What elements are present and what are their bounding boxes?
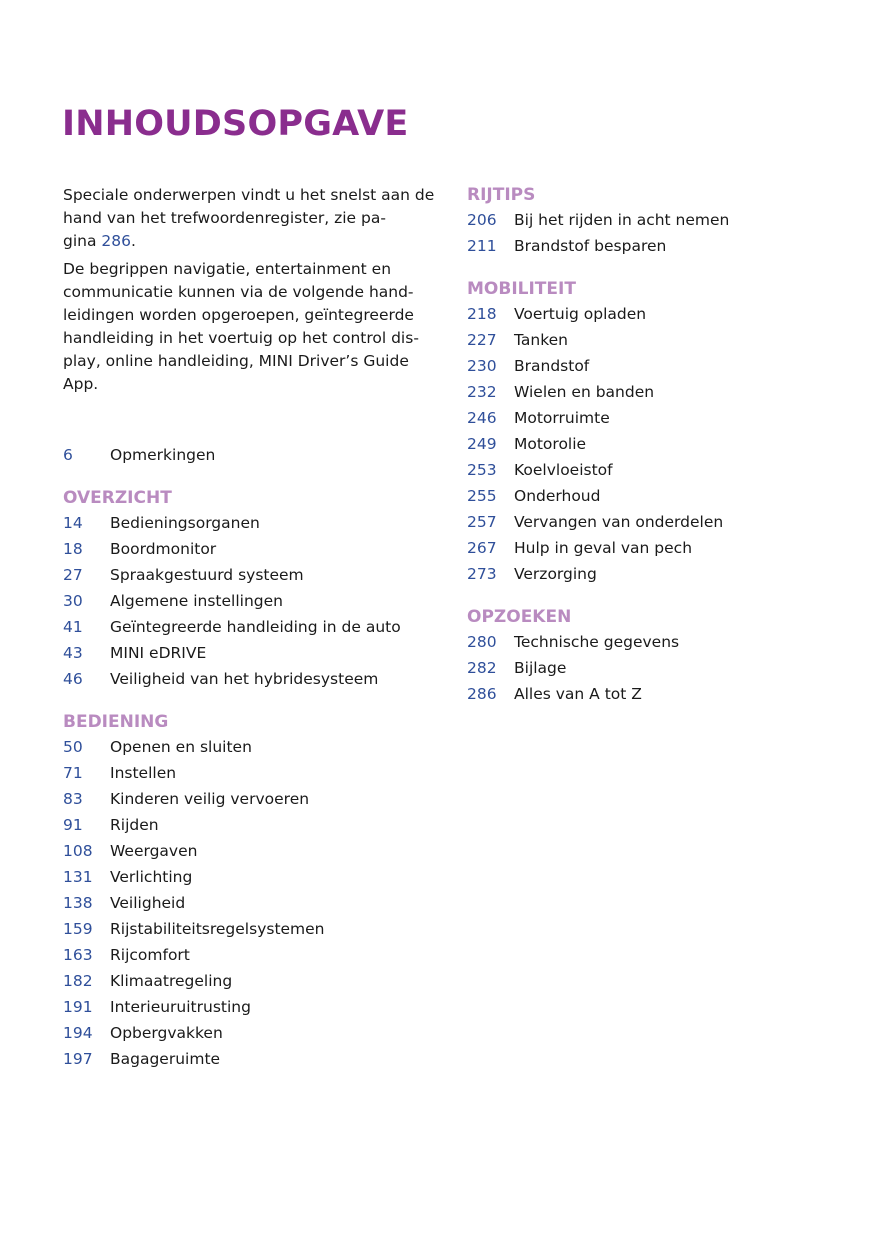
entry-label[interactable]: Voertuig opladen	[514, 305, 647, 323]
toc-entry[interactable]	[467, 301, 847, 327]
entry-label[interactable]: Technische gegevens	[514, 633, 680, 651]
entry-label[interactable]: Kinderen veilig vervoeren	[110, 790, 310, 808]
toc-entry[interactable]	[467, 655, 847, 681]
page-number[interactable]: 43	[63, 644, 83, 662]
toc-entry[interactable]	[63, 916, 443, 942]
page-number[interactable]: 257	[467, 513, 497, 531]
page-number[interactable]: 211	[467, 237, 497, 255]
entry-label[interactable]: Bagageruimte	[110, 1050, 221, 1068]
toc-right-column	[467, 184, 847, 726]
intro-line: hand van het trefwoordenregister, zie pa-	[63, 209, 386, 227]
intro-line: communicatie kunnen via de volgende hand-	[63, 283, 414, 301]
entry-label[interactable]: Verlichting	[110, 868, 193, 886]
intro-paragraph-1	[63, 184, 443, 253]
toc-section	[467, 278, 847, 587]
toc-entry[interactable]	[63, 994, 443, 1020]
toc-entry[interactable]	[63, 968, 443, 994]
page-number[interactable]: 194	[63, 1024, 93, 1042]
section-header: RIJTIPS	[467, 185, 536, 205]
toc-entry[interactable]	[63, 812, 443, 838]
toc-entry[interactable]	[63, 838, 443, 864]
toc-entry[interactable]	[63, 510, 443, 536]
page-number[interactable]: 14	[63, 514, 83, 532]
section-header: MOBILITEIT	[467, 279, 576, 299]
entry-label[interactable]: Rijden	[110, 816, 159, 834]
intro-line: Speciale onderwerpen vindt u het snelst aan de	[63, 186, 435, 204]
toc-entry[interactable]	[467, 535, 847, 561]
entry-label[interactable]: Rijcomfort	[110, 946, 190, 964]
toc-entry[interactable]	[63, 1046, 443, 1072]
page-number[interactable]: 206	[467, 211, 497, 229]
intro-line: play, online handleiding, MINI Driver’s Guide	[63, 352, 409, 370]
page-number[interactable]: 163	[63, 946, 93, 964]
page-number[interactable]: 227	[467, 331, 497, 349]
section-header: OVERZICHT	[63, 488, 172, 508]
entry-label[interactable]: Opmerkingen	[110, 446, 216, 464]
intro-line: De begrippen navigatie, entertainment en	[63, 260, 392, 278]
page-number[interactable]: 27	[63, 566, 83, 584]
toc-entry[interactable]	[467, 483, 847, 509]
page-number[interactable]: 138	[63, 894, 93, 912]
toc-entry[interactable]	[63, 942, 443, 968]
entry-label[interactable]: Brandstof besparen	[514, 237, 667, 255]
page-number[interactable]: 18	[63, 540, 83, 558]
page-number[interactable]: 191	[63, 998, 93, 1016]
entry-label[interactable]: Opbergvakken	[110, 1024, 223, 1042]
toc-left-column	[63, 442, 443, 1091]
page-number[interactable]: 91	[63, 816, 83, 834]
page-number[interactable]: 108	[63, 842, 93, 860]
toc-entry[interactable]	[63, 562, 443, 588]
page-number[interactable]: 232	[467, 383, 497, 401]
page-number[interactable]: 286	[467, 685, 497, 703]
entry-label[interactable]: Bijlage	[514, 659, 567, 677]
page-number[interactable]: 182	[63, 972, 93, 990]
toc-entry[interactable]	[467, 431, 847, 457]
toc-entry[interactable]	[467, 629, 847, 655]
page-number[interactable]: 282	[467, 659, 497, 677]
toc-entry[interactable]	[63, 588, 443, 614]
toc-entry[interactable]	[467, 327, 847, 353]
page-number[interactable]: 30	[63, 592, 83, 610]
toc-entry[interactable]	[467, 233, 847, 259]
intro-line: leidingen worden opgeroepen, geïntegreerde	[63, 306, 414, 324]
page-number[interactable]: 249	[467, 435, 497, 453]
page-number[interactable]: 267	[467, 539, 497, 557]
page-number[interactable]: 83	[63, 790, 83, 808]
toc-entry[interactable]	[467, 353, 847, 379]
entry-label[interactable]: Motorruimte	[514, 409, 610, 427]
entry-label[interactable]: Interieuruitrusting	[110, 998, 251, 1016]
toc-entry[interactable]	[63, 734, 443, 760]
page-title: INHOUDSOPGAVE	[62, 104, 409, 144]
toc-entry[interactable]	[63, 1020, 443, 1046]
toc-entry[interactable]	[63, 640, 443, 666]
toc-entry[interactable]	[467, 509, 847, 535]
toc-entry[interactable]	[63, 786, 443, 812]
toc-section	[63, 487, 443, 692]
toc-entry[interactable]	[63, 760, 443, 786]
entry-label[interactable]: Motorolie	[514, 435, 587, 453]
entry-label[interactable]: Vervangen van onderdelen	[514, 513, 724, 531]
entry-label[interactable]: Weergaven	[110, 842, 198, 860]
page-number[interactable]: 197	[63, 1050, 93, 1068]
entry-label[interactable]: Instellen	[110, 764, 177, 782]
entry-label[interactable]: Onderhoud	[514, 487, 601, 505]
page-number[interactable]: 6	[63, 446, 73, 464]
intro-line: App.	[63, 375, 99, 393]
entry-label[interactable]: Rijstabiliteitsregelsystemen	[110, 920, 325, 938]
entry-label[interactable]: Koelvloeistof	[514, 461, 613, 479]
page-link-286[interactable]: 286	[101, 232, 131, 250]
page-number[interactable]: 253	[467, 461, 497, 479]
page-number[interactable]: 41	[63, 618, 83, 636]
toc-section	[467, 184, 847, 259]
section-header: OPZOEKEN	[467, 607, 572, 627]
intro-line	[63, 230, 443, 253]
entry-label[interactable]: Openen en sluiten	[110, 738, 252, 756]
toc-entry[interactable]	[467, 681, 847, 707]
toc-section	[63, 711, 443, 1072]
toc-section	[63, 442, 443, 468]
toc-entry[interactable]	[467, 561, 847, 587]
entry-label[interactable]: Verzorging	[514, 565, 597, 583]
entry-label[interactable]: Brandstof	[514, 357, 590, 375]
toc-entry[interactable]	[63, 442, 443, 468]
page-number[interactable]: 218	[467, 305, 497, 323]
toc-entry[interactable]	[63, 864, 443, 890]
page-number[interactable]: 159	[63, 920, 93, 938]
page-number[interactable]: 246	[467, 409, 497, 427]
toc-entry[interactable]	[63, 536, 443, 562]
page-number[interactable]: 230	[467, 357, 497, 375]
toc-section	[467, 606, 847, 707]
entry-label[interactable]: Hulp in geval van pech	[514, 539, 693, 557]
page-number[interactable]: 50	[63, 738, 83, 756]
toc-entry[interactable]	[63, 614, 443, 640]
entry-label[interactable]: Veiligheid	[110, 894, 186, 912]
entry-label[interactable]: Spraakgestuurd systeem	[110, 566, 304, 584]
entry-label[interactable]: Algemene instellingen	[110, 592, 283, 610]
page-number[interactable]: 46	[63, 670, 83, 688]
toc-entry[interactable]	[467, 207, 847, 233]
toc-entry[interactable]	[63, 890, 443, 916]
intro-text-fragment: gina	[63, 232, 102, 250]
entry-label[interactable]: MINI eDRIVE	[110, 644, 207, 662]
toc-entry[interactable]	[63, 666, 443, 692]
entry-label[interactable]: Bedieningsorganen	[110, 514, 260, 532]
entry-label[interactable]: Tanken	[514, 331, 569, 349]
entry-label[interactable]: Bij het rijden in acht nemen	[514, 211, 730, 229]
toc-entry[interactable]	[467, 405, 847, 431]
section-header: BEDIENING	[63, 712, 169, 732]
intro-paragraph-2	[63, 258, 443, 396]
page-number[interactable]: 280	[467, 633, 497, 651]
entry-label[interactable]: Wielen en banden	[514, 383, 655, 401]
entry-label[interactable]: Alles van A tot Z	[514, 685, 642, 703]
entry-label[interactable]: Geïntegreerde handleiding in de auto	[110, 618, 401, 636]
page-number[interactable]: 71	[63, 764, 83, 782]
toc-entry[interactable]	[467, 379, 847, 405]
page-number[interactable]: 131	[63, 868, 93, 886]
entry-label[interactable]: Boordmonitor	[110, 540, 217, 558]
page-number[interactable]: 255	[467, 487, 497, 505]
intro-line: handleiding in het voertuig op het control dis-	[63, 329, 419, 347]
toc-entry[interactable]	[467, 457, 847, 483]
entry-label[interactable]: Veiligheid van het hybridesysteem	[110, 670, 379, 688]
page-number[interactable]: 273	[467, 565, 497, 583]
entry-label[interactable]: Klimaatregeling	[110, 972, 233, 990]
intro-text	[63, 184, 443, 401]
intro-text-fragment: .	[131, 232, 136, 250]
